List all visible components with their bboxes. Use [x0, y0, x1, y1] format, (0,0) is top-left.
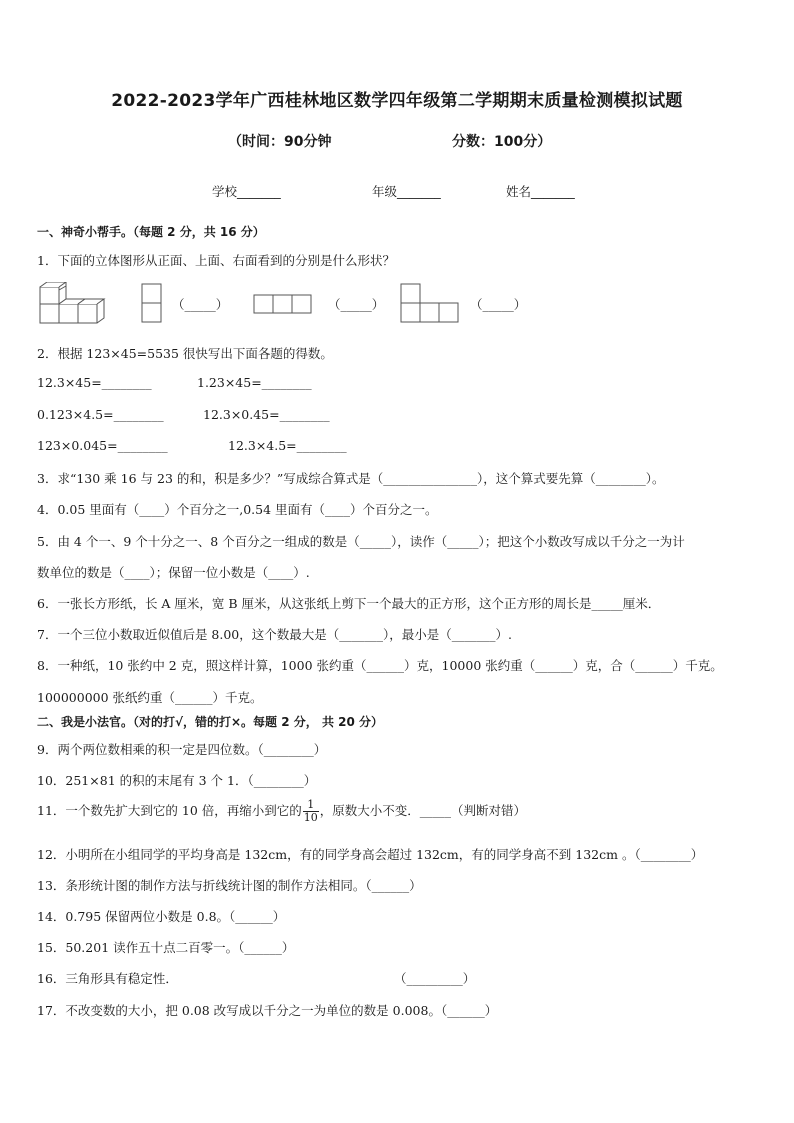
q2-item-1: 12.3×45=________ — [37, 375, 152, 390]
page-title: 2022-2023学年广西桂林地区数学四年级第二学期期末质量检测模拟试题 — [111, 91, 683, 111]
front-view-shape — [142, 284, 161, 322]
question-5-line-2: 数单位的数是（____）；保留一位小数是（____）. — [37, 565, 310, 580]
question-4: 4．0.05 里面有（____）个百分之一,0.54 里面有（____）个百分之一。 — [37, 502, 438, 517]
question-12: 12．小明所在小组同学的平均身高是 132cm，有的同学身高会超过 132cm，有的同学身高不到 132cm 。（________） — [37, 847, 704, 862]
fraction-numerator: 1 — [303, 799, 319, 812]
q11-text-before: 11．一个数先扩大到它的 10 倍，再缩小到它的 — [37, 803, 302, 818]
question-15: 15．50.201 读作五十点二百零一。（______） — [37, 940, 295, 955]
question-5-line-1: 5．由 4 个一、9 个十分之一、8 个百分之一组成的数是（_____），读作（_____）；把这个小数改写成以千分之一为计 — [37, 534, 685, 549]
blank-3: （_____） — [470, 297, 527, 312]
question-11 — [37, 799, 526, 824]
school-field: 学校_______ — [212, 184, 281, 199]
question-16: 16．三角形具有稳定性． — [37, 971, 178, 986]
fraction-denominator: 10 — [303, 811, 318, 824]
question-14: 14．0.795 保留两位小数是 0.8。（______） — [37, 909, 286, 924]
question-13: 13．条形统计图的制作方法与折线统计图的制作方法相同。（______） — [37, 878, 422, 893]
blank-2: （_____） — [328, 297, 385, 312]
question-8-line-2: 100000000 张纸约重（______）千克。 — [37, 690, 263, 705]
section-2-heading: 二、我是小法官。（对的打√，错的打×。每题 2 分， 共 20 分） — [37, 715, 383, 729]
question-9: 9．两个两位数相乘的积一定是四位数。（________） — [37, 742, 327, 757]
section-1-heading: 一、神奇小帮手。（每题 2 分，共 16 分） — [37, 225, 265, 239]
blank-1: （_____） — [172, 297, 229, 312]
exam-time: （时间：90分钟 — [228, 134, 332, 150]
grade-field: 年级_______ — [372, 184, 441, 199]
question-16-blank: （_________） — [394, 971, 476, 986]
question-1-figures — [38, 282, 598, 326]
q11-text-after: ，原数大小不变．_____（判断对错） — [319, 803, 527, 818]
q2-item-3: 0.123×4.5=________ — [37, 407, 164, 422]
question-7: 7．一个三位小数取近似值后是 8.00，这个数最大是（_______），最小是（_______）. — [37, 627, 512, 642]
name-field: 姓名_______ — [506, 184, 575, 199]
fraction-one-tenth — [303, 799, 319, 824]
top-view-shape — [254, 295, 311, 313]
question-17: 17．不改变数的大小，把 0.08 改写成以千分之一为单位的数是 0.008。（______） — [37, 1003, 498, 1018]
q2-item-4: 12.3×0.45=________ — [203, 407, 330, 422]
question-1: 1．下面的立体图形从正面、上面、右面看到的分别是什么形状？ — [37, 253, 395, 268]
question-8-line-1: 8．一种纸，10 张约中 2 克，照这样计算，1000 张约重（______）克，10000 张约重（______）克，合（______）千克。 — [37, 658, 723, 673]
solid-figure — [40, 282, 104, 323]
question-2: 2．根据 123×45=5535 很快写出下面各题的得数。 — [37, 346, 333, 361]
question-6: 6．一张长方形纸，长 A 厘米，宽 B 厘米，从这张纸上剪下一个最大的正方形，这个正方形的周长是_____厘米． — [37, 596, 661, 611]
exam-score: 分数：100分） — [452, 134, 552, 150]
q2-item-5: 123×0.045=________ — [37, 438, 168, 453]
q2-item-6: 12.3×4.5=________ — [228, 438, 347, 453]
q2-item-2: 1.23×45=________ — [197, 375, 312, 390]
right-view-shape — [401, 284, 458, 322]
question-3: 3．求“130 乘 16 与 23 的和，积是多少？”写成综合算式是（_______________），这个算式要先算（________）。 — [37, 471, 665, 486]
question-10: 10．251×81 的积的末尾有 3 个 1．（________） — [37, 773, 317, 788]
